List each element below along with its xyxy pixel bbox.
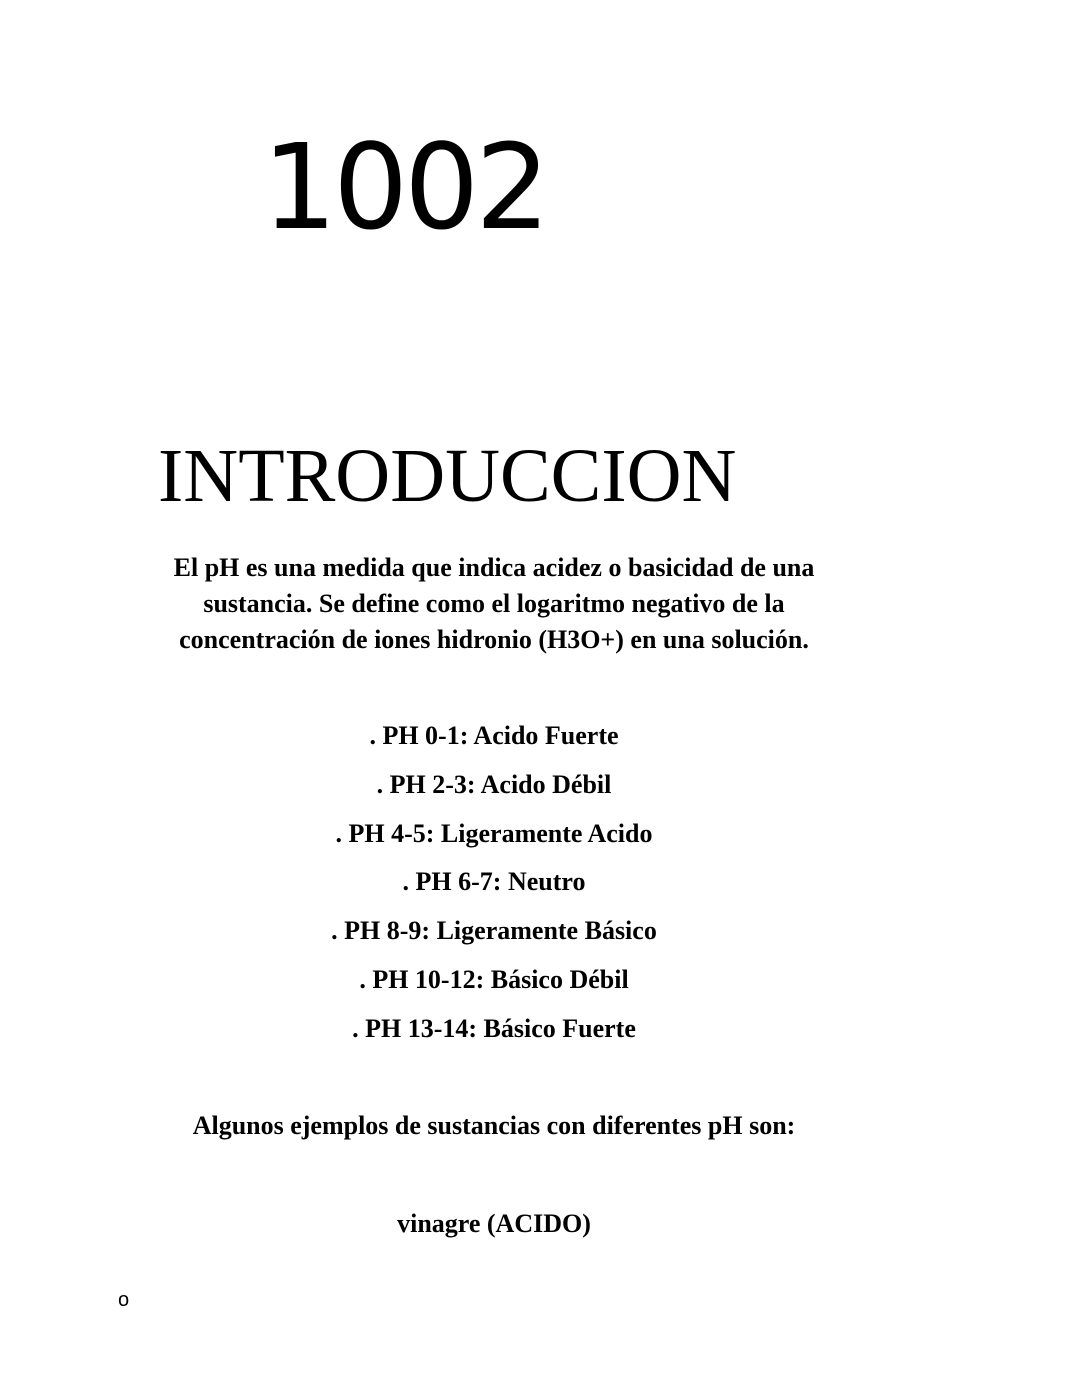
ph-scale-item: . PH 0-1: Acido Fuerte xyxy=(369,721,619,750)
stray-mark: o xyxy=(118,1289,130,1311)
ph-scale-item: . PH 8-9: Ligeramente Básico xyxy=(331,916,657,946)
ph-scale-item: . PH 4-5: Ligeramente Acido xyxy=(335,818,653,848)
ph-scale-item: . PH 6-7: Neutro xyxy=(402,867,586,897)
example-item: vinagre (ACIDO) xyxy=(397,1209,591,1238)
page-title: INTRODUCCION xyxy=(158,434,737,518)
ph-scale-list xyxy=(244,718,744,1060)
ph-scale-item: . PH 13-14: Básico Fuerte xyxy=(352,1013,636,1043)
ph-scale-item: . PH 10-12: Básico Débil xyxy=(359,964,629,994)
examples-heading: Algunos ejemplos de sustancias con diferentes pH son: xyxy=(192,1111,796,1140)
ph-scale-item: . PH 2-3: Acido Débil xyxy=(376,769,612,799)
group-number: 1002 xyxy=(262,118,547,256)
intro-paragraph: El pH es una medida que indica acidez o basicidad de una sustancia. Se define como el logaritmo negativo de la concentración de iones hidronio (H3O+) en una solución. xyxy=(173,553,815,654)
